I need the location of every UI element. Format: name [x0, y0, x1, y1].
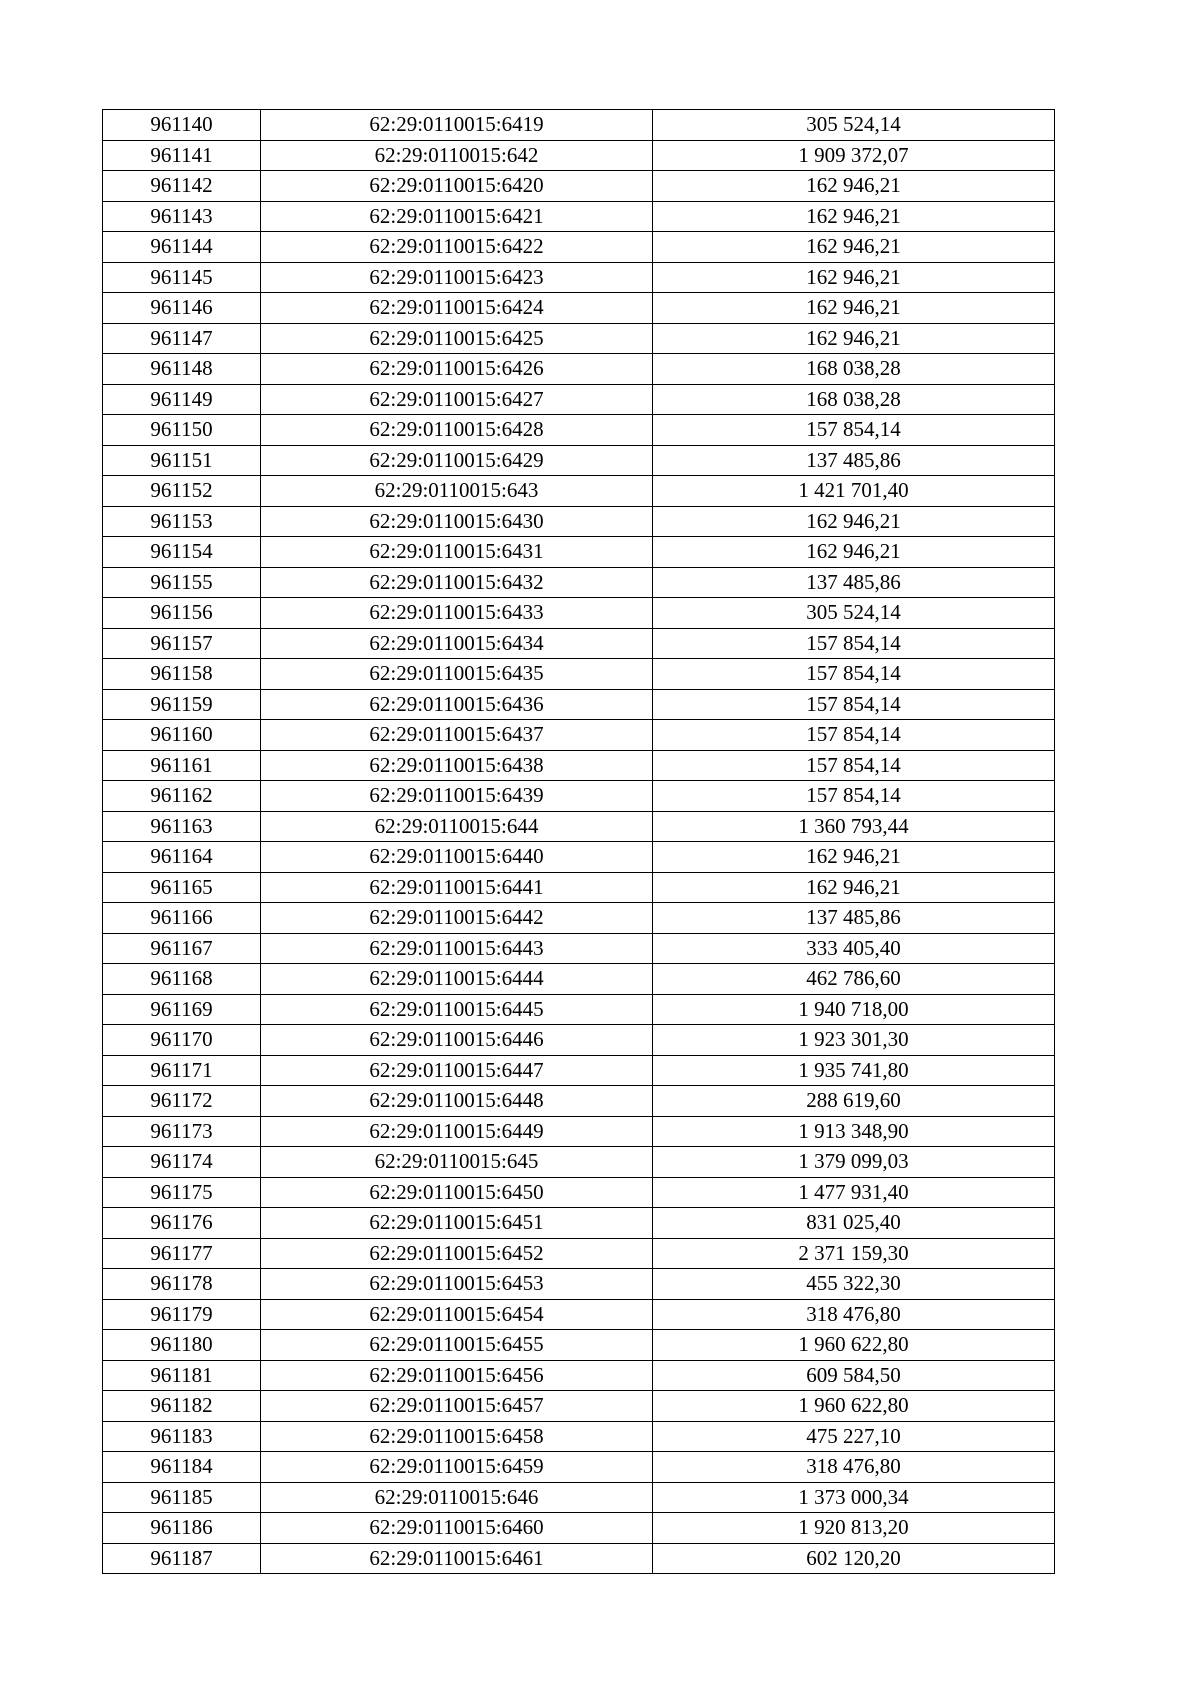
row-number-cell: 961153 [103, 506, 261, 537]
cadastral-value-cell: 162 946,21 [653, 506, 1055, 537]
row-number-cell: 961186 [103, 1513, 261, 1544]
cadastral-number-cell: 62:29:0110015:6457 [261, 1391, 653, 1422]
table-row [103, 1391, 1055, 1422]
cadastral-number-cell: 62:29:0110015:6456 [261, 1360, 653, 1391]
cadastral-number-cell: 62:29:0110015:6429 [261, 445, 653, 476]
cadastral-value-cell: 157 854,14 [653, 720, 1055, 751]
cadastral-number-cell: 62:29:0110015:6431 [261, 537, 653, 568]
row-number-cell: 961162 [103, 781, 261, 812]
cadastral-number-cell: 62:29:0110015:6420 [261, 171, 653, 202]
cadastral-value-cell: 1 923 301,30 [653, 1025, 1055, 1056]
cadastral-number-cell: 62:29:0110015:6459 [261, 1452, 653, 1483]
row-number-cell: 961158 [103, 659, 261, 690]
cadastral-value-cell: 137 485,86 [653, 903, 1055, 934]
table-row [103, 720, 1055, 751]
cadastral-value-cell: 288 619,60 [653, 1086, 1055, 1117]
cadastral-number-cell: 62:29:0110015:6460 [261, 1513, 653, 1544]
row-number-cell: 961181 [103, 1360, 261, 1391]
table-row [103, 1360, 1055, 1391]
cadastral-number-cell: 62:29:0110015:6436 [261, 689, 653, 720]
row-number-cell: 961171 [103, 1055, 261, 1086]
cadastral-number-cell: 62:29:0110015:6427 [261, 384, 653, 415]
cadastral-value-cell: 162 946,21 [653, 201, 1055, 232]
cadastral-value-cell: 1 920 813,20 [653, 1513, 1055, 1544]
row-number-cell: 961151 [103, 445, 261, 476]
row-number-cell: 961140 [103, 110, 261, 141]
cadastral-value-cell: 1 935 741,80 [653, 1055, 1055, 1086]
table-row [103, 781, 1055, 812]
row-number-cell: 961147 [103, 323, 261, 354]
row-number-cell: 961172 [103, 1086, 261, 1117]
row-number-cell: 961164 [103, 842, 261, 873]
cadastral-number-cell: 62:29:0110015:6421 [261, 201, 653, 232]
table-row [103, 872, 1055, 903]
cadastral-number-cell: 62:29:0110015:6434 [261, 628, 653, 659]
cadastral-number-cell: 62:29:0110015:6433 [261, 598, 653, 629]
table-row [103, 842, 1055, 873]
table-row [103, 232, 1055, 263]
cadastral-value-cell: 137 485,86 [653, 567, 1055, 598]
cadastral-value-cell: 1 909 372,07 [653, 140, 1055, 171]
cadastral-value-cell: 318 476,80 [653, 1452, 1055, 1483]
row-number-cell: 961174 [103, 1147, 261, 1178]
cadastral-value-cell: 1 940 718,00 [653, 994, 1055, 1025]
cadastral-number-cell: 62:29:0110015:6448 [261, 1086, 653, 1117]
row-number-cell: 961161 [103, 750, 261, 781]
row-number-cell: 961183 [103, 1421, 261, 1452]
cadastral-number-cell: 62:29:0110015:644 [261, 811, 653, 842]
cadastral-value-cell: 162 946,21 [653, 537, 1055, 568]
cadastral-value-cell: 1 421 701,40 [653, 476, 1055, 507]
table-row [103, 1269, 1055, 1300]
row-number-cell: 961149 [103, 384, 261, 415]
cadastral-value-cell: 475 227,10 [653, 1421, 1055, 1452]
table-row [103, 1299, 1055, 1330]
cadastral-number-cell: 62:29:0110015:6432 [261, 567, 653, 598]
cadastral-value-cell: 455 322,30 [653, 1269, 1055, 1300]
cadastral-value-cell: 162 946,21 [653, 842, 1055, 873]
cadastral-number-cell: 62:29:0110015:6435 [261, 659, 653, 690]
table-row [103, 689, 1055, 720]
table-row [103, 506, 1055, 537]
table-row [103, 933, 1055, 964]
cadastral-value-cell: 1 477 931,40 [653, 1177, 1055, 1208]
cadastral-number-cell: 62:29:0110015:6455 [261, 1330, 653, 1361]
table-row [103, 201, 1055, 232]
cadastral-value-cell: 609 584,50 [653, 1360, 1055, 1391]
cadastral-number-cell: 62:29:0110015:6426 [261, 354, 653, 385]
table-row [103, 1116, 1055, 1147]
table-row [103, 537, 1055, 568]
table-row [103, 1330, 1055, 1361]
row-number-cell: 961157 [103, 628, 261, 659]
cadastral-value-cell: 157 854,14 [653, 750, 1055, 781]
cadastral-value-cell: 162 946,21 [653, 323, 1055, 354]
cadastral-number-cell: 62:29:0110015:6445 [261, 994, 653, 1025]
cadastral-value-cell: 168 038,28 [653, 354, 1055, 385]
cadastral-value-cell: 157 854,14 [653, 628, 1055, 659]
cadastral-number-cell: 62:29:0110015:6437 [261, 720, 653, 751]
cadastral-value-cell: 318 476,80 [653, 1299, 1055, 1330]
table-row [103, 1055, 1055, 1086]
row-number-cell: 961156 [103, 598, 261, 629]
row-number-cell: 961179 [103, 1299, 261, 1330]
cadastral-number-cell: 62:29:0110015:6451 [261, 1208, 653, 1239]
row-number-cell: 961160 [103, 720, 261, 751]
table-row [103, 659, 1055, 690]
cadastral-number-cell: 62:29:0110015:6452 [261, 1238, 653, 1269]
cadastral-value-cell: 1 360 793,44 [653, 811, 1055, 842]
cadastral-value-cell: 1 379 099,03 [653, 1147, 1055, 1178]
table-body [103, 110, 1055, 1574]
cadastral-value-cell: 162 946,21 [653, 232, 1055, 263]
cadastral-number-cell: 62:29:0110015:6453 [261, 1269, 653, 1300]
row-number-cell: 961178 [103, 1269, 261, 1300]
cadastral-value-cell: 157 854,14 [653, 659, 1055, 690]
cadastral-value-cell: 162 946,21 [653, 171, 1055, 202]
table-row [103, 445, 1055, 476]
row-number-cell: 961176 [103, 1208, 261, 1239]
row-number-cell: 961168 [103, 964, 261, 995]
cadastral-number-cell: 62:29:0110015:6439 [261, 781, 653, 812]
row-number-cell: 961163 [103, 811, 261, 842]
table-row [103, 598, 1055, 629]
cadastral-number-cell: 62:29:0110015:643 [261, 476, 653, 507]
cadastral-number-cell: 62:29:0110015:6449 [261, 1116, 653, 1147]
cadastral-number-cell: 62:29:0110015:6446 [261, 1025, 653, 1056]
table-row [103, 1543, 1055, 1574]
row-number-cell: 961145 [103, 262, 261, 293]
row-number-cell: 961184 [103, 1452, 261, 1483]
cadastral-value-cell: 157 854,14 [653, 415, 1055, 446]
table-row [103, 476, 1055, 507]
table-row [103, 1086, 1055, 1117]
table-row [103, 384, 1055, 415]
cadastral-value-cell: 333 405,40 [653, 933, 1055, 964]
row-number-cell: 961169 [103, 994, 261, 1025]
table-row [103, 811, 1055, 842]
table-row [103, 1482, 1055, 1513]
cadastral-value-cell: 462 786,60 [653, 964, 1055, 995]
row-number-cell: 961180 [103, 1330, 261, 1361]
table-row [103, 628, 1055, 659]
cadastral-value-cell: 162 946,21 [653, 293, 1055, 324]
cadastral-number-cell: 62:29:0110015:6440 [261, 842, 653, 873]
row-number-cell: 961167 [103, 933, 261, 964]
table-row [103, 323, 1055, 354]
cadastral-number-cell: 62:29:0110015:6447 [261, 1055, 653, 1086]
table-row [103, 1513, 1055, 1544]
table-row [103, 354, 1055, 385]
cadastral-value-table [102, 109, 1055, 1574]
cadastral-number-cell: 62:29:0110015:642 [261, 140, 653, 171]
row-number-cell: 961182 [103, 1391, 261, 1422]
cadastral-value-cell: 831 025,40 [653, 1208, 1055, 1239]
cadastral-number-cell: 62:29:0110015:6419 [261, 110, 653, 141]
row-number-cell: 961142 [103, 171, 261, 202]
cadastral-value-cell: 2 371 159,30 [653, 1238, 1055, 1269]
row-number-cell: 961148 [103, 354, 261, 385]
row-number-cell: 961146 [103, 293, 261, 324]
table-row [103, 903, 1055, 934]
cadastral-number-cell: 62:29:0110015:6424 [261, 293, 653, 324]
cadastral-number-cell: 62:29:0110015:6441 [261, 872, 653, 903]
cadastral-number-cell: 62:29:0110015:6442 [261, 903, 653, 934]
table-row [103, 750, 1055, 781]
cadastral-number-cell: 62:29:0110015:6450 [261, 1177, 653, 1208]
table-row [103, 567, 1055, 598]
row-number-cell: 961150 [103, 415, 261, 446]
cadastral-value-cell: 305 524,14 [653, 110, 1055, 141]
cadastral-number-cell: 62:29:0110015:6461 [261, 1543, 653, 1574]
row-number-cell: 961154 [103, 537, 261, 568]
cadastral-number-cell: 62:29:0110015:6425 [261, 323, 653, 354]
row-number-cell: 961155 [103, 567, 261, 598]
row-number-cell: 961141 [103, 140, 261, 171]
row-number-cell: 961185 [103, 1482, 261, 1513]
cadastral-number-cell: 62:29:0110015:6423 [261, 262, 653, 293]
row-number-cell: 961187 [103, 1543, 261, 1574]
row-number-cell: 961143 [103, 201, 261, 232]
table-row [103, 964, 1055, 995]
cadastral-value-cell: 157 854,14 [653, 689, 1055, 720]
row-number-cell: 961165 [103, 872, 261, 903]
cadastral-number-cell: 62:29:0110015:6444 [261, 964, 653, 995]
table-row [103, 1452, 1055, 1483]
cadastral-number-cell: 62:29:0110015:6454 [261, 1299, 653, 1330]
row-number-cell: 961170 [103, 1025, 261, 1056]
row-number-cell: 961175 [103, 1177, 261, 1208]
cadastral-value-cell: 157 854,14 [653, 781, 1055, 812]
cadastral-value-cell: 305 524,14 [653, 598, 1055, 629]
cadastral-value-cell: 162 946,21 [653, 872, 1055, 903]
table-row [103, 415, 1055, 446]
cadastral-value-cell: 1 373 000,34 [653, 1482, 1055, 1513]
table-row [103, 1238, 1055, 1269]
table-row [103, 293, 1055, 324]
cadastral-number-cell: 62:29:0110015:6443 [261, 933, 653, 964]
cadastral-value-cell: 162 946,21 [653, 262, 1055, 293]
table-row [103, 1421, 1055, 1452]
row-number-cell: 961152 [103, 476, 261, 507]
cadastral-number-cell: 62:29:0110015:6458 [261, 1421, 653, 1452]
cadastral-number-cell: 62:29:0110015:6428 [261, 415, 653, 446]
cadastral-value-cell: 1 913 348,90 [653, 1116, 1055, 1147]
row-number-cell: 961166 [103, 903, 261, 934]
row-number-cell: 961173 [103, 1116, 261, 1147]
cadastral-value-cell: 1 960 622,80 [653, 1391, 1055, 1422]
cadastral-number-cell: 62:29:0110015:645 [261, 1147, 653, 1178]
cadastral-value-cell: 137 485,86 [653, 445, 1055, 476]
table-row [103, 1177, 1055, 1208]
cadastral-value-cell: 168 038,28 [653, 384, 1055, 415]
cadastral-number-cell: 62:29:0110015:6422 [261, 232, 653, 263]
cadastral-number-cell: 62:29:0110015:646 [261, 1482, 653, 1513]
table-row [103, 140, 1055, 171]
table-row [103, 994, 1055, 1025]
table-row [103, 1208, 1055, 1239]
table-row [103, 110, 1055, 141]
table-row [103, 262, 1055, 293]
table-row [103, 1147, 1055, 1178]
table-row [103, 171, 1055, 202]
cadastral-number-cell: 62:29:0110015:6438 [261, 750, 653, 781]
table-row [103, 1025, 1055, 1056]
cadastral-value-cell: 1 960 622,80 [653, 1330, 1055, 1361]
cadastral-number-cell: 62:29:0110015:6430 [261, 506, 653, 537]
cadastral-value-cell: 602 120,20 [653, 1543, 1055, 1574]
row-number-cell: 961144 [103, 232, 261, 263]
row-number-cell: 961159 [103, 689, 261, 720]
row-number-cell: 961177 [103, 1238, 261, 1269]
